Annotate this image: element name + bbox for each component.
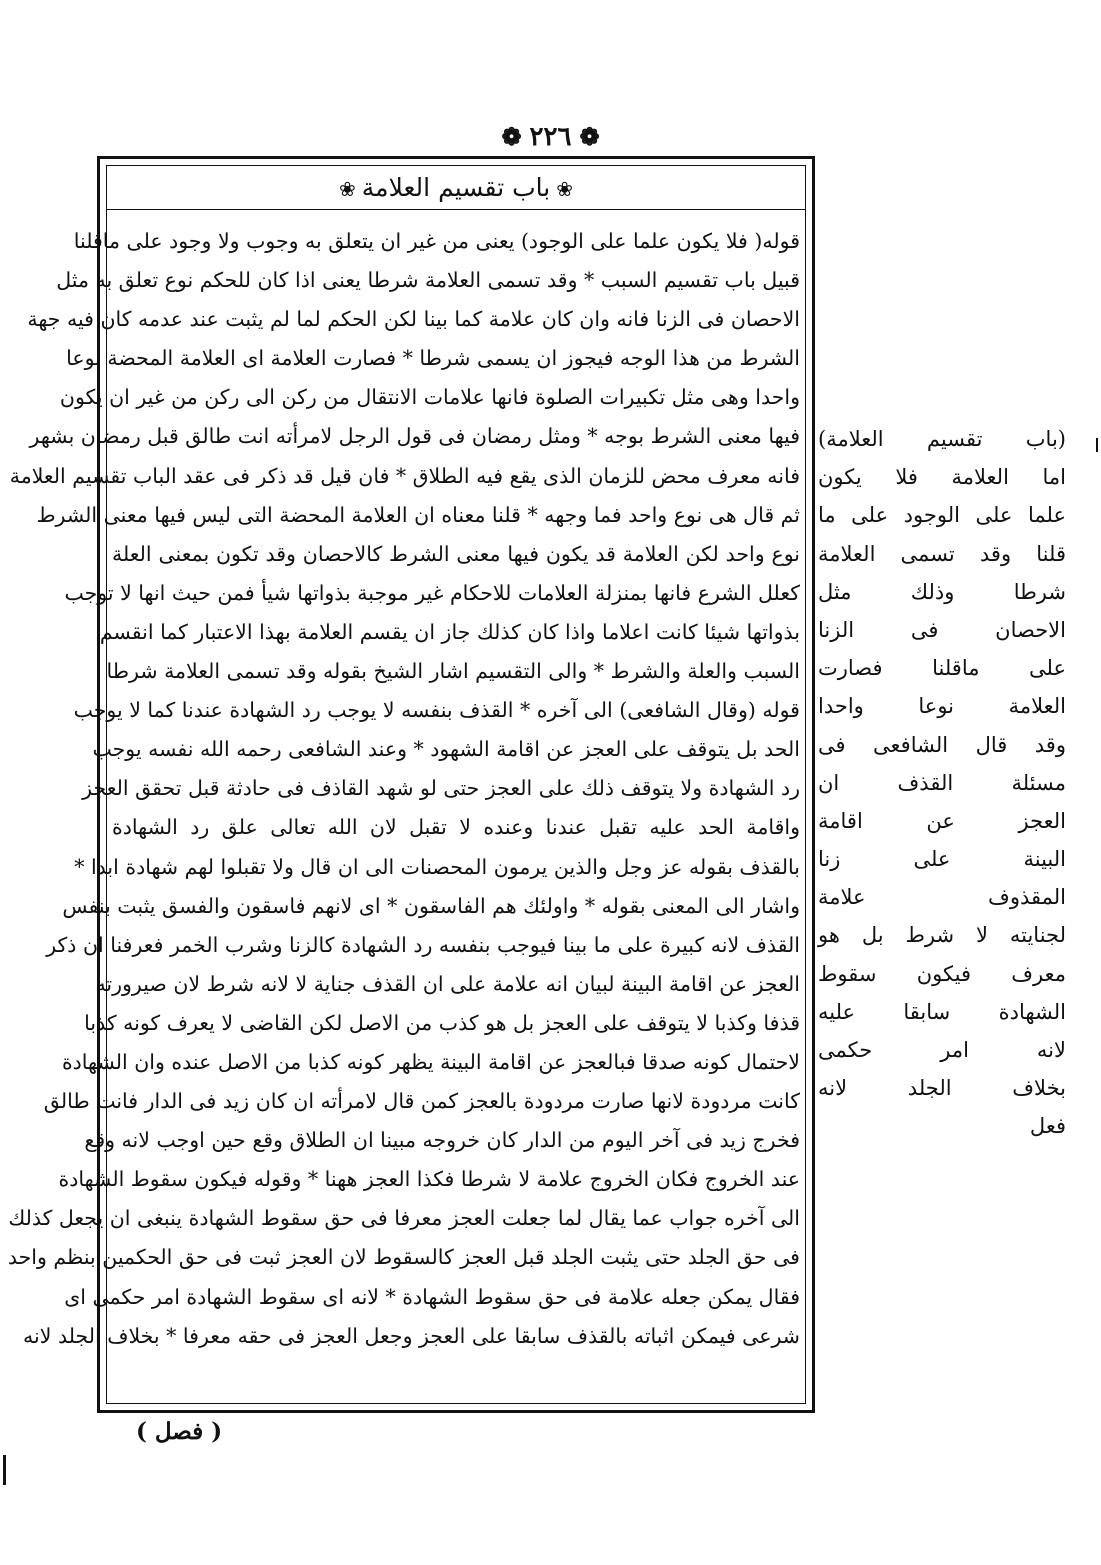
main-text-line: لاحتمال كونه صدقا فبالعجز عن اقامة البينة يظهر كونه كذبا من الاصل عنده وان الشهادة: [61, 1049, 800, 1074]
left-ornament-icon: ❁: [579, 122, 600, 151]
catchword: ( فصل ): [136, 1418, 223, 1445]
main-text-line: الاحصان فى الزنا فانه وان كان علامة كما بينا لكن الحكم لما لم يثبت عند عدمه كان فيه جهة: [27, 307, 800, 332]
main-text-line: شرعى فيمكن اثباته بالقذف سابقا على العجز وجعل العجز فى حقه معرفا * بخلاف الجلد لانه: [23, 1323, 800, 1348]
margin-text-line: على ماقلنا فصارت: [818, 656, 1066, 681]
main-text-line: بذواتها شيئا كانت اعلاما واذا كان كذلك جاز ان يقسم العلامة بهذا الاعتبار كما انقسم: [99, 619, 800, 644]
main-text-line: العجز عن اقامة البينة لبيان انه علامة على ان القذف جناية لا لانه شرط لان صيرورته: [95, 971, 800, 996]
main-text-line: قذفا وكذبا لا يتوقف على العجز بل هو كذب من الاصل لكن القاضى لا يعرف كونه كذبا: [84, 1010, 800, 1035]
margin-text-line: البينة على زنا: [818, 847, 1066, 872]
main-text-line: قوله (وقال الشافعى) الى آخره * القذف بنفسه لا يوجب رد الشهادة عندنا كما لا يوجب: [73, 698, 800, 723]
main-text-line: نوع واحد لكن العلامة قد يكون فيها معنى الشرط كالاحصان وقد تكون بمعنى العلة: [112, 541, 800, 566]
margin-text-line: معرف فيكون سقوط: [818, 961, 1066, 986]
main-text-line: فانه معرف محض للزمان الذى يقع فيه الطلاق * فان قيل قد ذكر فى عقد الباب تقسيم العلامة: [9, 463, 800, 488]
main-text-line: السبب والعلة والشرط * والى التقسيم اشار الشيخ بقوله وقد تسمى العلامة شرطا: [106, 659, 800, 684]
main-commentary-text: [7, 222, 800, 1397]
margin-text-line: لانه امر حكمى: [818, 1038, 1066, 1062]
main-text-line: القذف لانه كبيرة على ما بينا فيوجب بنفسه رد الشهادة كالزنا وشرب الخمر فعرفنا ان ذكر: [46, 932, 800, 957]
page-number-value: ٢٢٦: [529, 122, 572, 152]
margin-text-line: بخلاف الجلد لانه: [818, 1076, 1066, 1101]
margin-text-line: اما العلامة فلا يكون: [818, 465, 1066, 490]
main-text-line: قوله( فلا يكون علما على الوجود) يعنى من غير ان يتعلق به وجوب ولا وجود على ماقلنا: [73, 229, 800, 253]
main-text-line: عند الخروج فكان الخروج علامة لا شرطا فكذا العجز ههنا * وقوله فيكون سقوط الشهادة: [58, 1167, 800, 1192]
margin-text-line: قلنا وقد تسمى العلامة: [818, 541, 1066, 566]
main-text-line: فيها معنى الشرط بوجه * ومثل رمضان فى قول الرجل لامرأته انت طالق قبل رمضان بشهر: [29, 424, 800, 449]
main-text-line: فقال يمكن جعله علامة فى حق سقوط الشهادة * لانه اى سقوط الشهادة امر حكمى اى: [64, 1284, 800, 1309]
margin-text-line: الشهادة سابقا عليه: [818, 999, 1066, 1024]
main-text-line: ثم قال هى نوع واحد فما وجهه * قلنا معناه ان العلامة المحضة التى ليس فيها معنى الشرط: [36, 502, 800, 527]
main-text-line: فخرج زيد فى آخر اليوم من الدار كان خروجه مبينا ان الطلاق وقع حين اوجب لانه وقع: [84, 1128, 800, 1153]
main-text-line: الشرط من هذا الوجه فيجوز ان يسمى شرطا * فصارت العلامة اى العلامة المحضة نوعا: [66, 346, 800, 371]
margin-base-text: [818, 420, 1066, 1146]
title-ornament-left-icon: ❀: [339, 177, 356, 201]
margin-text-line: مسئلة القذف ان: [818, 770, 1066, 795]
title-ornament-right-icon: ❀: [556, 177, 573, 201]
main-text-line: كانت مردودة لانها صارت مردودة بالعجز كمن قال لامرأته ان كان زيد فى الدار فانت طالق: [43, 1089, 800, 1114]
main-text-line: الى آخره جواب عما يقال لما جعلت العجز معرفا فى حق سقوط الشهادة ينبغى ان يجعل كذلك: [8, 1206, 800, 1231]
margin-text-line: وقد قال الشافعى فى: [818, 732, 1066, 757]
margin-text-line: لجنايته لا شرط بل هو: [818, 923, 1066, 948]
margin-text-line: فعل: [1029, 1114, 1066, 1139]
main-text-line: فى حق الجلد حتى يثبت الجلد قبل العجز كالسقوط لان العجز ثبت فى حق الحكمين بنظم واحد: [7, 1245, 800, 1270]
right-ornament-icon: ❁: [501, 122, 522, 151]
main-text-line: رد الشهادة ولا يتوقف ذلك على العجز حتى لو شهد القاذف فى حادثة قبل تحقق العجز: [82, 776, 800, 801]
main-text-line: واحدا وهى مثل تكبيرات الصلوة فانها علامات الانتقال من ركن الى ركن من غير ان يكون: [59, 385, 800, 410]
main-text-line: واقامة الحد عليه تقبل عندنا وعنده لا تقبل لان الله تعالى علق رد الشهادة: [112, 815, 800, 840]
margin-text-line: (باب تقسيم العلامة): [818, 427, 1066, 451]
chapter-title: [106, 166, 806, 210]
margin-text-line: علما على الوجود على ما: [818, 503, 1066, 528]
margin-text-line: الاحصان فى الزنا: [818, 617, 1066, 642]
main-text-line: الحد بل يتوقف على العجز عن اقامة الشهود * وعند الشافعى رحمه الله نفسه يوجب: [92, 737, 800, 762]
margin-text-line: العجز عن اقامة: [818, 808, 1066, 833]
main-text-line: قبيل باب تقسيم السبب * وقد تسمى العلامة شرطا يعنى اذا كان للحكم نوع تعلق به مثل: [56, 268, 800, 293]
scan-edge-mark: [1096, 438, 1098, 452]
page-number: [0, 122, 1101, 152]
main-text-line: واشار الى المعنى بقوله * واولئك هم الفاسقون * اى لانهم فاسقون والفسق يثبت بنفس: [62, 893, 800, 918]
scan-edge-mark: [3, 1455, 6, 1485]
margin-text-line: شرطا وذلك مثل: [818, 579, 1066, 604]
chapter-title-text: باب تقسيم العلامة: [361, 173, 551, 202]
main-text-line: كعلل الشرع فانها بمنزلة العلامات للاحكام غير موجبة بذواتها شيأ فمن حيث انها لا توجب: [64, 580, 800, 605]
margin-text-line: المقذوف علامة: [818, 885, 1066, 910]
main-text-line: بالقذف بقوله عز وجل والذين يرمون المحصنات الى ان قال ولا تقبلوا لهم شهادة ابدا *: [74, 854, 800, 879]
margin-text-line: العلامة نوعا واحدا: [818, 694, 1066, 719]
